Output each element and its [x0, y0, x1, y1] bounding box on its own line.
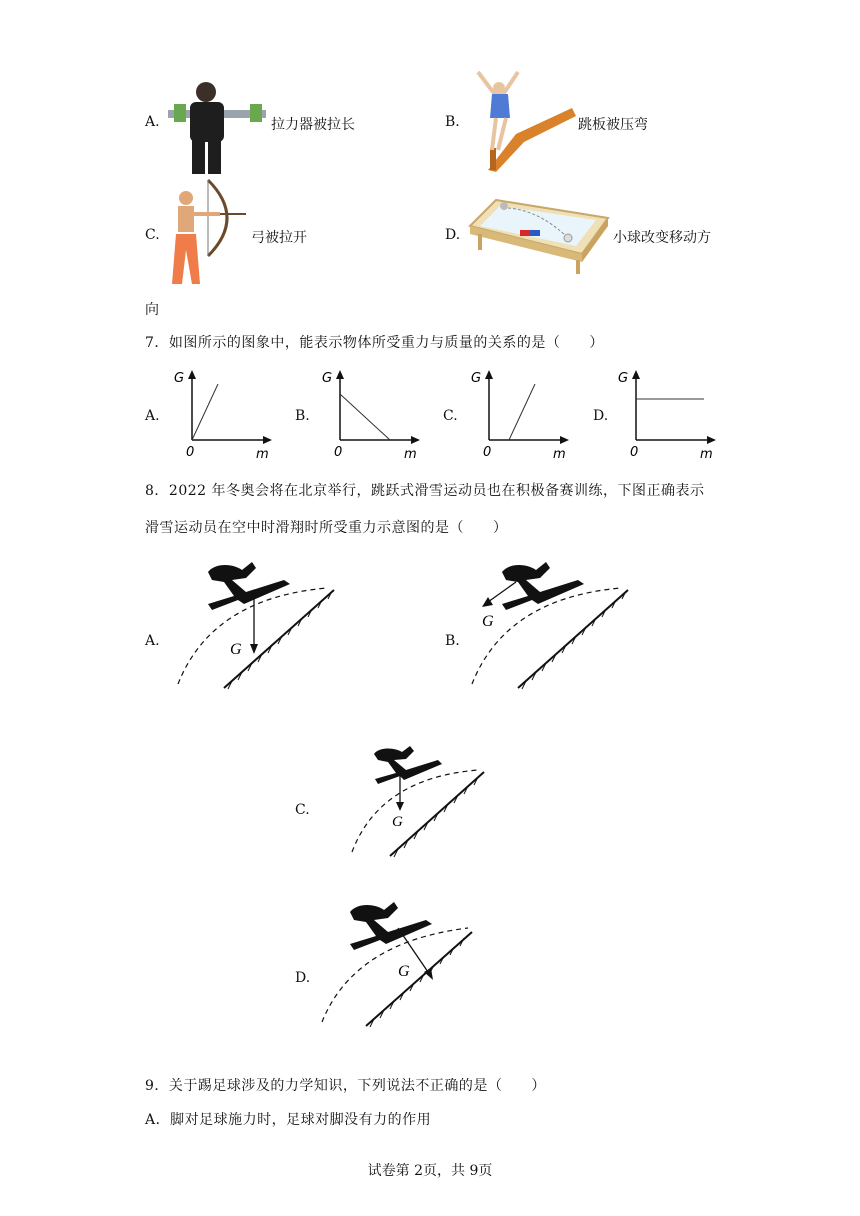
q7-stem: 7．如图所示的图象中，能表示物体所受重力与质量的关系的是（ ）	[145, 335, 604, 351]
q6-option-d-caption: 小球改变移动方	[613, 230, 711, 246]
q8-diagram-b	[466, 558, 636, 693]
q7-graph-d	[614, 368, 719, 460]
q7-graph-a	[170, 368, 275, 460]
q7-a-origin: 0	[186, 445, 195, 460]
q8-d-force-label: G	[398, 963, 410, 980]
q8-diagram-d	[318, 898, 488, 1030]
q7-c-origin: 0	[483, 445, 492, 460]
q7-option-c: C.	[443, 408, 458, 424]
page-footer: 试卷第 2页，共 9页	[367, 1163, 493, 1179]
q7-d-origin: 0	[630, 445, 639, 460]
q8-b-force-label: G	[482, 613, 494, 630]
q6-option-b-letter: B.	[445, 114, 460, 130]
q9-stem: 9．关于踢足球涉及的力学知识，下列说法不正确的是（ ）	[145, 1078, 546, 1094]
q7-b-x-label: m	[404, 447, 417, 462]
q7-b-y-label: G	[322, 371, 333, 386]
q6-option-c-letter: C.	[145, 227, 160, 243]
q8-option-c: C.	[295, 802, 310, 818]
q8-diagram-a	[172, 558, 342, 693]
q8-option-a: A.	[145, 633, 160, 649]
archer-image	[168, 178, 248, 290]
q7-d-y-label: G	[618, 371, 629, 386]
ball-and-magnet-image	[468, 196, 610, 276]
q6-option-d-letter: D.	[445, 227, 461, 243]
q7-graph-c	[467, 368, 572, 460]
q6-option-d-caption-wrap: 向	[145, 302, 159, 318]
q8-c-force-label: G	[392, 814, 403, 830]
q7-graph-b	[318, 368, 423, 460]
q8-stem-line1: 8．2022 年冬奥会将在北京举行，跳跃式滑雪运动员也在积极备赛训练，下图正确表示	[145, 483, 705, 499]
q7-c-y-label: G	[471, 371, 482, 386]
q6-option-a-letter: A.	[145, 114, 160, 130]
q7-a-x-label: m	[256, 447, 269, 462]
spring-exerciser-image	[168, 80, 268, 175]
q7-d-x-label: m	[700, 447, 713, 462]
q7-c-x-label: m	[553, 447, 566, 462]
q9-option-a: A．脚对足球施力时，足球对脚没有力的作用	[145, 1112, 432, 1128]
q8-diagram-c	[346, 742, 496, 860]
q8-stem-line2: 滑雪运动员在空中时滑翔时所受重力示意图的是（ ）	[145, 520, 508, 536]
q8-option-d: D.	[295, 970, 311, 986]
q6-option-c-caption: 弓被拉开	[251, 230, 307, 246]
q7-option-b: B.	[295, 408, 310, 424]
q7-option-a: A.	[145, 408, 160, 424]
q6-option-a-caption: 拉力器被拉长	[271, 117, 355, 133]
q6-option-b-caption: 跳板被压弯	[578, 117, 648, 133]
springboard-image	[468, 70, 578, 172]
q7-b-origin: 0	[334, 445, 343, 460]
q7-a-y-label: G	[174, 371, 185, 386]
q8-option-b: B.	[445, 633, 460, 649]
q8-a-force-label: G	[230, 641, 242, 658]
q7-option-d: D.	[593, 408, 609, 424]
